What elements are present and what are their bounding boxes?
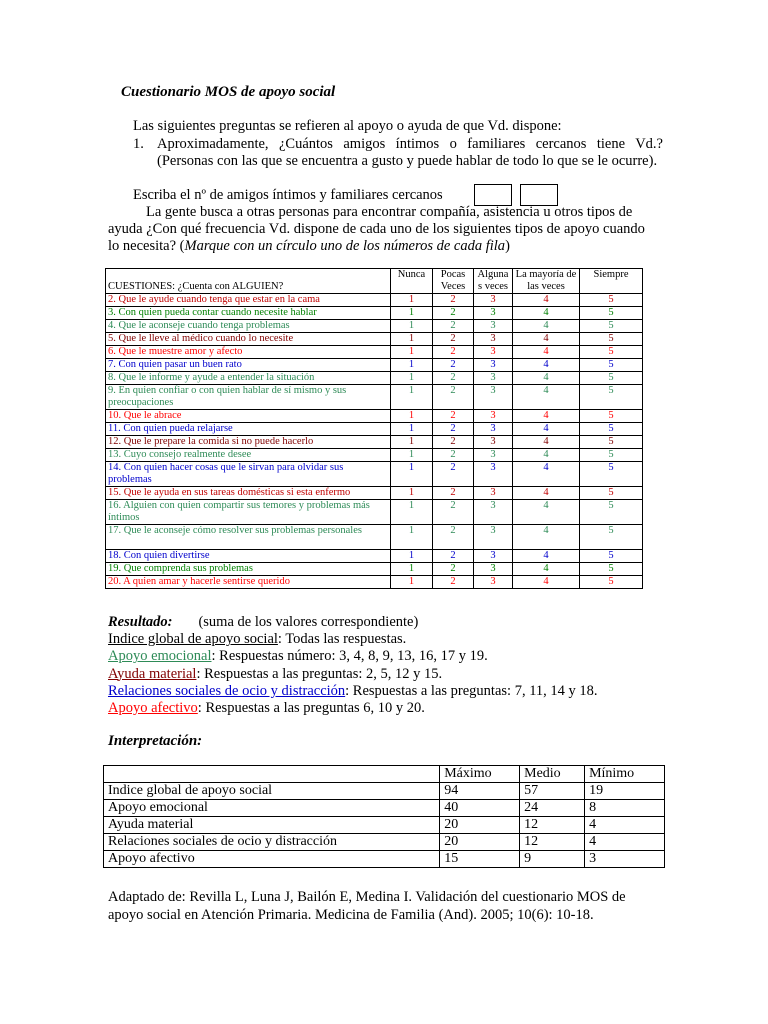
question-row — [106, 487, 643, 500]
question-label: 16. Alguien con quien compartir sus temores y problemas más íntimos — [106, 500, 391, 525]
interpretation-cell: 20 — [440, 817, 520, 834]
resultado-line — [108, 700, 598, 717]
friends-count-label: Escriba el nº de amigos íntimos y familiares cercanos — [133, 187, 443, 203]
answer-option[interactable]: 5 — [580, 333, 643, 346]
header-algunas-veces: Alguna s veces — [474, 269, 513, 294]
question-row — [106, 385, 643, 410]
reference-text: Adaptado de: Revilla L, Luna J, Bailón E, Medina I. Validación del cuestionario MOS de apoyo social en Atención Primaria. Medicina de Familia (And). 2005; 10(6): 10-18. — [108, 889, 626, 923]
answer-option[interactable]: 1 — [391, 346, 433, 359]
answer-option[interactable]: 3 — [474, 436, 513, 449]
instructions-italic: Marque con un círculo uno de los números de cada fila — [184, 238, 506, 254]
answer-option[interactable]: 4 — [513, 372, 580, 385]
instructions-paragraph — [108, 204, 655, 255]
resultado-heading — [108, 614, 598, 631]
resultado-line — [108, 683, 598, 700]
answer-option[interactable]: 3 — [474, 500, 513, 525]
answer-option[interactable]: 3 — [474, 563, 513, 576]
answer-option[interactable]: 2 — [433, 550, 474, 563]
interpretation-table — [103, 765, 665, 868]
answer-option[interactable]: 5 — [580, 563, 643, 576]
question-label: 19. Que comprenda sus problemas — [106, 563, 391, 576]
question-row — [106, 410, 643, 423]
answer-option[interactable]: 1 — [391, 372, 433, 385]
question-label: 17. Que le aconseje cómo resolver sus problemas personales — [106, 525, 391, 550]
answer-option[interactable]: 1 — [391, 333, 433, 346]
interpretation-header-cell: Máximo — [440, 766, 520, 783]
interpretation-row — [104, 783, 665, 800]
header-siempre: Siempre — [580, 269, 643, 294]
question-label: 14. Con quien hacer cosas que le sirvan para olvidar sus problemas — [106, 462, 391, 487]
answer-option[interactable]: 5 — [580, 525, 643, 550]
answer-option[interactable]: 3 — [474, 423, 513, 436]
subscale-items: : Respuestas a las preguntas: 7, 11, 14 y 18. — [345, 682, 598, 699]
answer-option[interactable]: 2 — [433, 500, 474, 525]
question-row — [106, 372, 643, 385]
intro-text: Las siguientes preguntas se refieren al apoyo o ayuda de que Vd. dispone: — [133, 118, 562, 134]
answer-option[interactable]: 2 — [433, 576, 474, 589]
answer-option[interactable]: 1 — [391, 294, 433, 307]
interpretacion-heading: Interpretación: — [108, 733, 203, 749]
instructions-end: ) — [505, 238, 510, 254]
answer-option[interactable]: 2 — [433, 423, 474, 436]
answer-option[interactable]: 2 — [433, 372, 474, 385]
interpretation-cell: Ayuda material — [104, 817, 440, 834]
question-row — [106, 359, 643, 372]
answer-option[interactable]: 3 — [474, 359, 513, 372]
answer-option[interactable]: 5 — [580, 462, 643, 487]
answer-option[interactable]: 5 — [580, 487, 643, 500]
question-label: 9. En quien confiar o con quien hablar de sí mismo y sus preocupaciones — [106, 385, 391, 410]
question-row — [106, 500, 643, 525]
resultado-line — [108, 648, 598, 665]
interpretation-cell: 12 — [520, 817, 585, 834]
answer-option[interactable]: 3 — [474, 346, 513, 359]
answer-option[interactable]: 3 — [474, 576, 513, 589]
answer-option[interactable]: 5 — [580, 346, 643, 359]
question-row — [106, 462, 643, 487]
answer-option[interactable]: 5 — [580, 320, 643, 333]
answer-option[interactable]: 4 — [513, 410, 580, 423]
answer-option[interactable]: 5 — [580, 576, 643, 589]
answer-option[interactable]: 4 — [513, 487, 580, 500]
interpretation-cell: Apoyo emocional — [104, 800, 440, 817]
question-1-number: 1. — [133, 136, 144, 152]
answer-option[interactable]: 5 — [580, 294, 643, 307]
question-row — [106, 525, 643, 550]
answer-option[interactable]: 5 — [580, 436, 643, 449]
question-row — [106, 436, 643, 449]
answer-option[interactable]: 2 — [433, 320, 474, 333]
answer-option[interactable]: 4 — [513, 449, 580, 462]
answer-option[interactable]: 2 — [433, 449, 474, 462]
subscale-name: Relaciones sociales de ocio y distracción — [108, 682, 346, 699]
answer-option[interactable]: 1 — [391, 449, 433, 462]
question-label: 5. Que le lleve al médico cuando lo necesite — [106, 333, 391, 346]
answer-option[interactable]: 5 — [580, 500, 643, 525]
question-row — [106, 307, 643, 320]
answer-option[interactable]: 3 — [474, 333, 513, 346]
answer-option[interactable]: 2 — [433, 410, 474, 423]
question-label: 2. Que le ayude cuando tenga que estar en la cama — [106, 294, 391, 307]
answer-option[interactable]: 1 — [391, 462, 433, 487]
question-row — [106, 294, 643, 307]
question-label: 15. Que le ayuda en sus tareas domésticas si esta enfermo — [106, 487, 391, 500]
answer-option[interactable]: 4 — [513, 294, 580, 307]
interpretation-cell: Indice global de apoyo social — [104, 783, 440, 800]
interpretation-row — [104, 817, 665, 834]
interpretation-row — [104, 834, 665, 851]
questions-table — [105, 268, 643, 589]
answer-option[interactable]: 4 — [513, 500, 580, 525]
answer-option[interactable]: 3 — [474, 449, 513, 462]
answer-option[interactable]: 1 — [391, 576, 433, 589]
answer-option[interactable]: 4 — [513, 346, 580, 359]
subscale-items: : Todas las respuestas. — [277, 631, 407, 648]
answer-option[interactable]: 4 — [513, 525, 580, 550]
questions-header-row — [106, 269, 643, 294]
interpretation-row — [104, 851, 665, 868]
subscale-name: Ayuda material — [108, 665, 197, 682]
answer-option[interactable]: 1 — [391, 320, 433, 333]
answer-option[interactable]: 3 — [474, 307, 513, 320]
answer-option[interactable]: 2 — [433, 307, 474, 320]
interpretation-cell: Apoyo afectivo — [104, 851, 440, 868]
answer-option[interactable]: 2 — [433, 563, 474, 576]
answer-option[interactable]: 5 — [580, 550, 643, 563]
answer-option[interactable]: 1 — [391, 500, 433, 525]
answer-option[interactable]: 2 — [433, 436, 474, 449]
answer-option[interactable]: 4 — [513, 550, 580, 563]
answer-option[interactable]: 3 — [474, 320, 513, 333]
resultado-line — [108, 631, 598, 648]
question-row — [106, 576, 643, 589]
resultado-line — [108, 666, 598, 683]
header-nunca: Nunca — [391, 269, 433, 294]
interpretation-header-row — [104, 766, 665, 783]
answer-option[interactable]: 1 — [391, 423, 433, 436]
answer-option[interactable]: 5 — [580, 385, 643, 410]
interpretation-cell: 40 — [440, 800, 520, 817]
answer-option[interactable]: 3 — [474, 462, 513, 487]
interpretation-cell: 9 — [520, 851, 585, 868]
subscale-name: Indice global de apoyo social — [108, 631, 278, 648]
interpretation-cell: 12 — [520, 834, 585, 851]
interpretation-cell: 19 — [585, 783, 665, 800]
answer-option[interactable]: 3 — [474, 294, 513, 307]
friends-count-box-2[interactable] — [520, 184, 558, 206]
resultado-note: (suma de los valores correspondiente) — [198, 614, 419, 630]
question-row — [106, 333, 643, 346]
answer-option[interactable]: 5 — [580, 372, 643, 385]
interpretation-cell: 3 — [585, 851, 665, 868]
answer-option[interactable]: 1 — [391, 563, 433, 576]
answer-option[interactable]: 4 — [513, 320, 580, 333]
instructions-text: La gente busca a otras personas para encontrar compañía, asistencia u otros tipos de ayuda ¿Con qué frecuencia Vd. dispone de cada uno de los siguientes tipos de apoyo cuando lo necesita? ( — [108, 204, 645, 254]
question-row — [106, 550, 643, 563]
answer-option[interactable]: 5 — [580, 423, 643, 436]
answer-option[interactable]: 1 — [391, 436, 433, 449]
question-label: 20. A quien amar y hacerle sentirse querido — [106, 576, 391, 589]
answer-option[interactable]: 3 — [474, 525, 513, 550]
resultado-section — [108, 614, 598, 717]
document-title: Cuestionario MOS de apoyo social — [121, 84, 336, 100]
question-label: 13. Cuyo consejo realmente desee — [106, 449, 391, 462]
answer-option[interactable]: 4 — [513, 333, 580, 346]
subscale-items: : Respuestas número: 3, 4, 8, 9, 13, 16, 17 y 19. — [211, 648, 488, 665]
answer-option[interactable]: 2 — [433, 462, 474, 487]
question-row — [106, 346, 643, 359]
interpretation-cell: 94 — [440, 783, 520, 800]
question-row — [106, 449, 643, 462]
answer-option[interactable]: 4 — [513, 359, 580, 372]
question-label: 18. Con quien divertirse — [106, 550, 391, 563]
question-label: 11. Con quien pueda relajarse — [106, 423, 391, 436]
question-label: 3. Con quien pueda contar cuando necesite hablar — [106, 307, 391, 320]
answer-option[interactable]: 4 — [513, 385, 580, 410]
answer-option[interactable]: 3 — [474, 487, 513, 500]
resultado-label: Resultado: — [108, 614, 173, 630]
answer-option[interactable]: 2 — [433, 333, 474, 346]
interpretation-cell: 20 — [440, 834, 520, 851]
answer-option[interactable]: 2 — [433, 359, 474, 372]
interpretation-cell: 4 — [585, 817, 665, 834]
question-row — [106, 320, 643, 333]
question-row — [106, 563, 643, 576]
subscale-name: Apoyo emocional — [108, 648, 212, 665]
header-cuestiones: CUESTIONES: ¿Cuenta con ALGUIEN? — [106, 269, 391, 294]
interpretation-header-cell: Medio — [520, 766, 585, 783]
interpretation-cell: 15 — [440, 851, 520, 868]
question-label: 6. Que le muestre amor y afecto — [106, 346, 391, 359]
answer-option[interactable]: 4 — [513, 563, 580, 576]
question-row — [106, 423, 643, 436]
question-label: 10. Que le abrace — [106, 410, 391, 423]
interpretation-cell: 24 — [520, 800, 585, 817]
header-mayoria: La mayoría de las veces — [513, 269, 580, 294]
answer-option[interactable]: 4 — [513, 423, 580, 436]
answer-option[interactable]: 5 — [580, 410, 643, 423]
answer-option[interactable]: 3 — [474, 410, 513, 423]
answer-option[interactable]: 4 — [513, 307, 580, 320]
answer-option[interactable]: 3 — [474, 372, 513, 385]
subscale-items: : Respuestas a las preguntas: 2, 5, 12 y 15. — [196, 665, 443, 682]
question-label: 4. Que le aconseje cuando tenga problemas — [106, 320, 391, 333]
answer-option[interactable]: 2 — [433, 525, 474, 550]
answer-option[interactable]: 3 — [474, 385, 513, 410]
header-pocas-veces: Pocas Veces — [433, 269, 474, 294]
subscale-name: Apoyo afectivo — [108, 700, 198, 717]
answer-option[interactable]: 3 — [474, 550, 513, 563]
friends-count-box-1[interactable] — [474, 184, 512, 206]
answer-option[interactable]: 5 — [580, 359, 643, 372]
answer-option[interactable]: 4 — [513, 462, 580, 487]
answer-option[interactable]: 1 — [391, 359, 433, 372]
question-label: 12. Que le prepare la comida si no puede hacerlo — [106, 436, 391, 449]
answer-option[interactable]: 2 — [433, 385, 474, 410]
interpretation-header-cell: Mínimo — [585, 766, 665, 783]
subscale-items: : Respuestas a las preguntas 6, 10 y 20. — [197, 700, 425, 717]
answer-option[interactable]: 1 — [391, 487, 433, 500]
answer-option[interactable]: 1 — [391, 550, 433, 563]
answer-option[interactable]: 2 — [433, 294, 474, 307]
interpretation-cell: 8 — [585, 800, 665, 817]
answer-option[interactable]: 4 — [513, 436, 580, 449]
answer-option[interactable]: 1 — [391, 525, 433, 550]
question-label: 7. Con quien pasar un buen rato — [106, 359, 391, 372]
interpretation-header-cell — [104, 766, 440, 783]
answer-option[interactable]: 2 — [433, 346, 474, 359]
answer-option[interactable]: 1 — [391, 307, 433, 320]
answer-option[interactable]: 1 — [391, 410, 433, 423]
answer-option[interactable]: 4 — [513, 576, 580, 589]
answer-option[interactable]: 2 — [433, 487, 474, 500]
interpretation-cell: 57 — [520, 783, 585, 800]
interpretation-cell: 4 — [585, 834, 665, 851]
interpretation-cell: Relaciones sociales de ocio y distracción — [104, 834, 440, 851]
question-1-text: Aproximadamente, ¿Cuántos amigos íntimos o familiares cercanos tiene Vd.? (Personas con las que se encuentra a gusto y puede hablar de todo lo que se le ocurre). — [157, 136, 663, 169]
answer-option[interactable]: 5 — [580, 307, 643, 320]
question-label: 8. Que le informe y ayude a entender la situación — [106, 372, 391, 385]
interpretation-row — [104, 800, 665, 817]
answer-option[interactable]: 1 — [391, 385, 433, 410]
answer-option[interactable]: 5 — [580, 449, 643, 462]
